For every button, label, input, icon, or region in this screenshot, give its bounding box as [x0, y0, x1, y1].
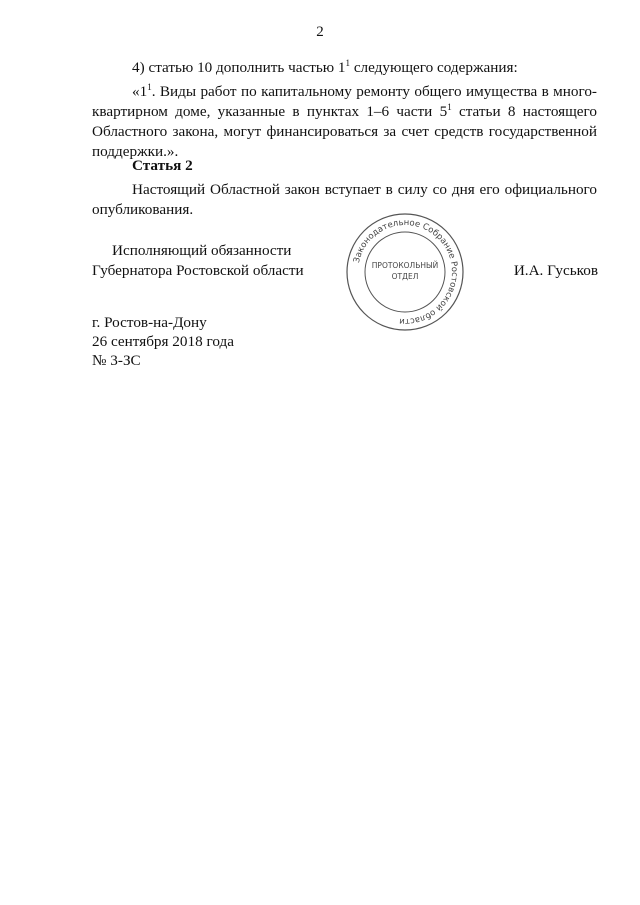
- quote-text: «1: [132, 83, 148, 100]
- amendment-text: 4) статью 10 дополнить частью 1: [132, 59, 346, 76]
- article-2-text: Настоящий Областной закон вступает в силу со дня его официального опубликования.: [92, 181, 597, 218]
- quote-text: статьи 8 настоящего Областного закона, могут финансироваться за счет средств государственной поддержки.».: [92, 103, 597, 160]
- stamp-ring-text: Законодательное Собрание Ростовской области: [351, 217, 460, 327]
- superscript: 1: [345, 58, 351, 68]
- quote-text: . Виды работ по капитальному ремонту общего имущества в много-квартирном доме, указанные в пунктах 1–6 части 5: [92, 83, 597, 120]
- position-line-2: Губернатора Ростовской области: [92, 262, 304, 279]
- amendment-text: следующего содержания:: [350, 59, 518, 76]
- law-number: № 3-ЗС: [92, 352, 141, 369]
- signatory-name: И.А. Гуськов: [513, 262, 598, 279]
- superscript: 1: [147, 82, 152, 92]
- amendment-item-4: [92, 58, 597, 78]
- official-stamp: [345, 212, 465, 332]
- city: г. Ростов-на-Дону: [92, 314, 207, 331]
- article-2-heading: Статья 2: [132, 157, 193, 174]
- date: 26 сентября 2018 года: [92, 333, 234, 350]
- stamp-center-line-1: ПРОТОКОЛЬНЫЙ: [371, 261, 439, 270]
- position-line-1: Исполняющий обязанности: [112, 242, 292, 259]
- signatory-position: [92, 241, 322, 281]
- stamp-center-line-2: ОТДЕЛ: [391, 272, 419, 281]
- document-footer: [92, 313, 234, 370]
- page-number: 2: [316, 24, 324, 40]
- superscript: 1: [447, 102, 452, 112]
- quoted-amendment: [92, 82, 597, 162]
